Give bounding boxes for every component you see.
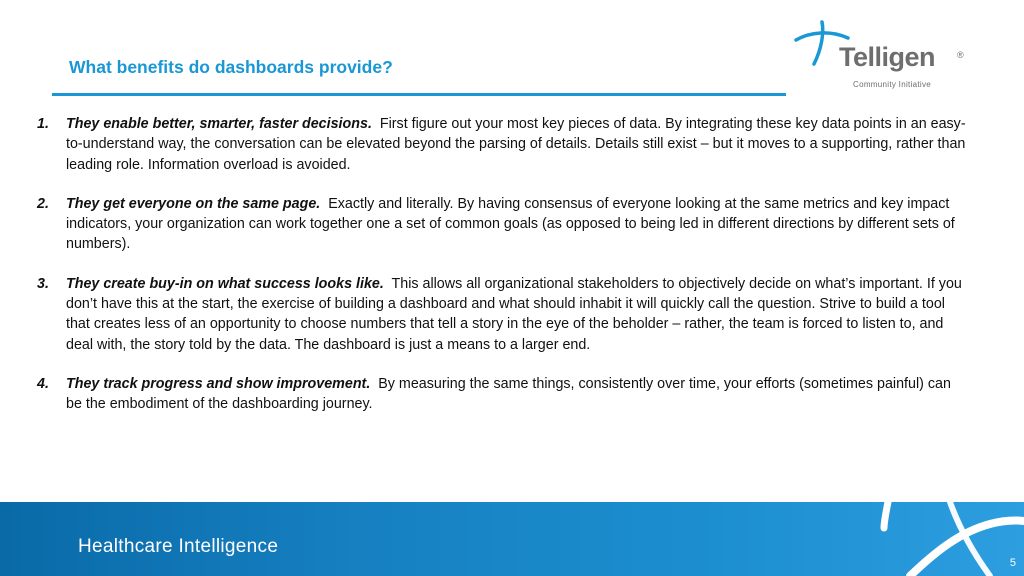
item-lead: They create buy-in on what success looks like. xyxy=(66,275,384,292)
footer-banner xyxy=(0,502,1024,576)
list-item xyxy=(37,114,967,175)
item-number: 3. xyxy=(37,275,49,292)
item-number: 2. xyxy=(37,195,49,212)
logo-wordmark: Telligen xyxy=(839,42,936,72)
item-body: Exactly and literally. By having consensus of everyone looking at the same metrics and key impact indicators, your organization can work together one a set of common goals (as opposed to being led in different directions by different sets of numbers). xyxy=(66,195,955,253)
swoosh-decoration-icon xyxy=(840,502,1024,576)
telligen-logo xyxy=(792,18,972,92)
benefits-list xyxy=(37,114,967,434)
item-body: By measuring the same things, consistently over time, your efforts (sometimes painful) can be the embodiment of the dashboarding journey. xyxy=(66,375,951,413)
item-body: First figure out your most key pieces of data. By integrating these key data points in an easy-to-understand way, the conversation can be elevated beyond the parsing of details. Details still exist – but it moves to a supporting, rather than leading role. Information overload is avoided. xyxy=(66,116,966,173)
list-item xyxy=(37,274,967,355)
item-number: 4. xyxy=(37,375,49,392)
footer-label: Healthcare Intelligence xyxy=(78,536,279,557)
slide-title: What benefits do dashboards provide? xyxy=(69,57,393,77)
title-underline xyxy=(52,93,786,96)
item-number: 1. xyxy=(37,116,49,132)
item-lead: They enable better, smarter, faster decisions. xyxy=(66,116,372,132)
logo-registered-mark: ® xyxy=(957,50,964,60)
item-body: This allows all organizational stakeholders to objectively decide on what’s important. If you don’t have this at the start, the exercise of building a dashboard and what should inhabit it will quickly call the question. Strive to build a tool that creates less of an opportunity to choose numbers that tell a story in the eye of the beholder – rather, the team is forced to listen to, and deal with, the story told by the data. The dashboard is just a means to a larger end. xyxy=(66,275,962,353)
item-lead: They track progress and show improvement. xyxy=(66,375,371,392)
item-lead: They get everyone on the same page. xyxy=(66,195,321,212)
page-number: 5 xyxy=(1009,557,1016,569)
list-item xyxy=(37,374,967,415)
list-item xyxy=(37,194,967,255)
logo-tagline: Community Initiative xyxy=(853,80,932,89)
